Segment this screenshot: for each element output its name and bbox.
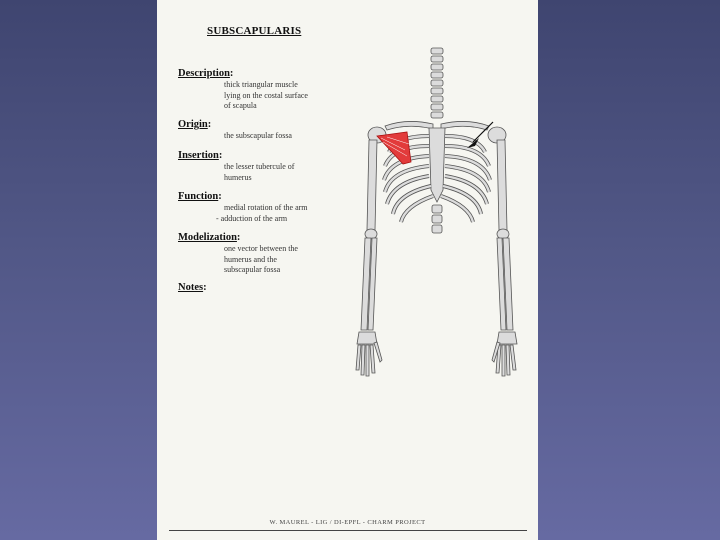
function-text: medial rotation of the arm - adduction of the arm [216,203,308,223]
modelization-text: one vector between the humerus and the subscapular fossa [224,244,298,274]
heading-modelization: Modelization: [178,232,241,243]
description-text: thick triangular muscle lying on the costal surface of scapula [224,80,308,110]
heading-insertion: Insertion: [178,150,223,161]
heading-notes: Notes: [178,282,207,293]
heading-description: Description: [178,68,234,79]
subscapularis-muscle [377,132,411,164]
page-title: SUBSCAPULARIS [207,25,302,37]
insertion-text: the lesser tubercule of humerus [224,162,295,182]
skeleton-illustration [347,40,527,385]
footer-credit: W. MAUREL - LIG / DI-EPFL - CHARM PROJECT [269,519,426,526]
footer-divider [169,530,527,531]
heading-function: Function: [178,191,222,202]
document-page [157,0,538,540]
heading-origin: Origin: [178,119,212,130]
origin-text: the subscapular fossa [224,131,292,140]
